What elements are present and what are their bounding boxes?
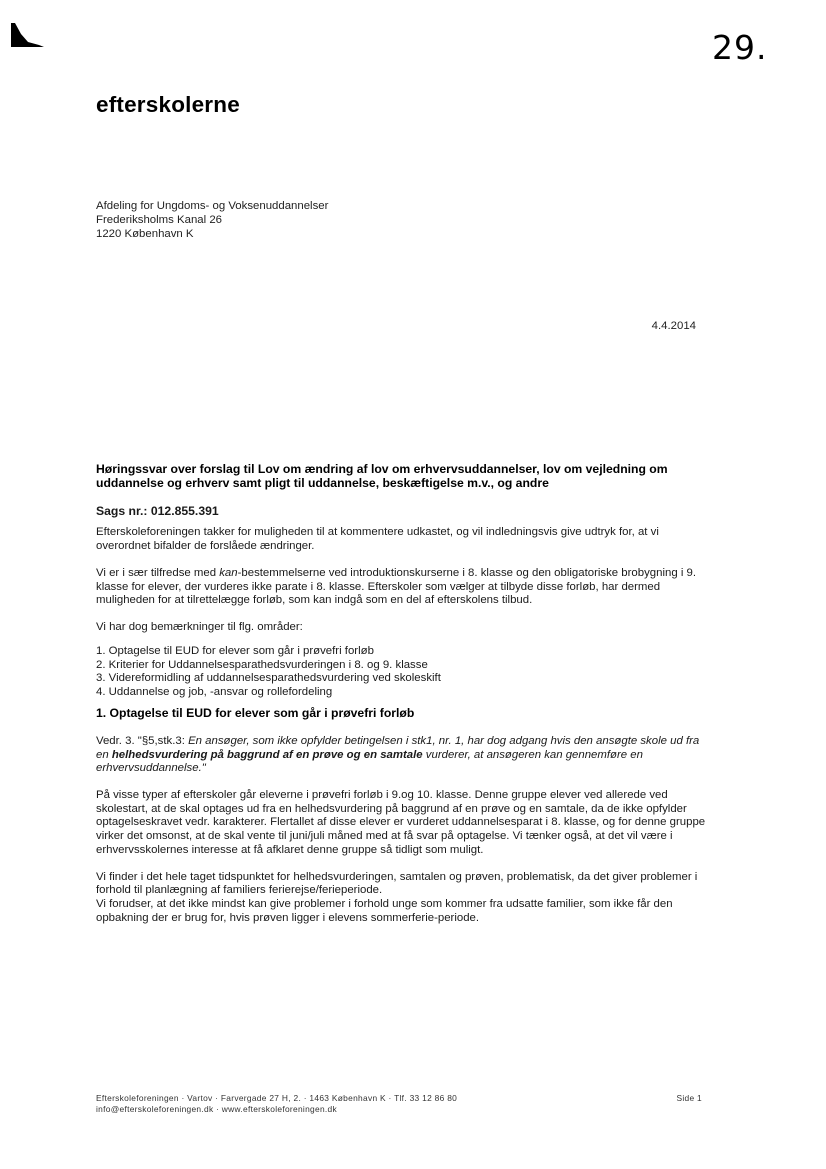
page-number: Side 1 bbox=[676, 1093, 702, 1103]
section-1-heading: 1. Optagelse til EUD for elever som går i prøvefri forløb bbox=[96, 706, 415, 721]
list-item-text: Uddannelse og job, -ansvar og rollefordeling bbox=[108, 685, 333, 698]
list-item bbox=[96, 686, 711, 700]
list-item-text: Videreformidling af uddannelsesparathedsvurdering ved skoleskift bbox=[108, 672, 441, 685]
corner-logo-mark bbox=[9, 22, 45, 48]
recipient-line-2: Frederiksholms Kanal 26 bbox=[96, 214, 222, 226]
case-number-value: 012.855.391 bbox=[150, 503, 219, 518]
section-1-quote bbox=[96, 735, 711, 776]
letter-body bbox=[96, 462, 711, 939]
recipient-line-1: Afdeling for Ungdoms- og Voksenuddannelser bbox=[96, 200, 329, 212]
recipient-address bbox=[96, 199, 328, 241]
footer-address: Efterskoleforeningen · Vartov · Farvergade 27 H, 2. · 1463 København K · Tlf. 33 12 86 80 bbox=[96, 1093, 458, 1103]
brand-logo-text: efterskolerne bbox=[96, 92, 240, 117]
list-item bbox=[96, 672, 711, 686]
handwritten-page-number: 29. bbox=[712, 28, 768, 67]
paragraph-remarks-intro: Vi har dog bemærkninger til flg. områder: bbox=[96, 621, 303, 634]
quote-italic-1: En ansøger, som ikke opfylder betingelsen i stk1, nr. 1, har dog adgang hvis den ansøgte skole ud fra en bbox=[96, 734, 700, 761]
remarks-list bbox=[96, 645, 711, 699]
paragraph-intro: Efterskoleforeningen takker for muligheden til at kommentere udkastet, og vil indledningsvis give udtryk for, at vi overordnet bifalder de forslåede ændringer. bbox=[96, 526, 659, 552]
paragraph-proevefri: På visse typer af efterskoler går eleverne i prøvefri forløb i 9.og 10. klasse. Denne gruppe elever ved allerede ved skolestart, at de skal optages ud fra en helhedsvurdering på baggrund af en prøve og en samtale, da de ikke opfylder optagelseskravet vedr. karakterer. Flertallet af disse elever er vurderet uddannelsesparat i 8. klasse, og for denne gruppe virker det omsonst, at de skal vente til juni/juli måned med at få svar på optagelse. Vi tænker også, at det vil være i erhvervsskolernes interesse at få afklaret denne gruppe så tidligt som muligt. bbox=[96, 789, 706, 856]
list-item-text: Kriterier for Uddannelsesparathedsvurderingen i 8. og 9. klasse bbox=[108, 658, 428, 671]
list-item-number: 3. bbox=[96, 672, 106, 685]
quote-bold-italic: helhedsvurdering på baggrund af en prøve og en samtale bbox=[111, 748, 423, 761]
case-number-label: Sags nr.: bbox=[96, 503, 148, 518]
case-number bbox=[96, 505, 711, 519]
list-item-number: 2. bbox=[96, 658, 106, 671]
paragraph-satisfaction bbox=[96, 567, 711, 608]
paragraph-families: Vi forudser, at det ikke mindst kan give problemer i forhold unge som kommer fra udsatte familier, som ikke får den opbakning der er brug for, hvis prøven ligger i elevens sommerferie-periode. bbox=[96, 898, 673, 924]
list-item bbox=[96, 645, 711, 659]
recipient-line-3: 1220 København K bbox=[96, 228, 194, 240]
letter-date: 4.4.2014 bbox=[651, 320, 696, 332]
list-item-number: 1. bbox=[96, 644, 106, 657]
list-item bbox=[96, 659, 711, 673]
letter-footer bbox=[96, 1093, 702, 1114]
list-item-text: Optagelse til EUD for elever som går i prøvefri forløb bbox=[108, 644, 374, 657]
subject-heading: Høringssvar over forslag til Lov om ændring af lov om erhvervsuddannelser, lov om vejledning om uddannelse og erhverv samt pligt til uddannelse, beskæftigelse m.v., og andre bbox=[96, 462, 668, 491]
p2-start: Vi er i sær tilfredse med bbox=[96, 566, 220, 579]
paragraph-timing: Vi finder i det hele taget tidspunktet for helhedsvurderingen, samtalen og prøven, problematisk, da det giver problemer i forhold til planlægning af familiers ferierejse/ferieperiode. bbox=[96, 870, 698, 897]
list-item-number: 4. bbox=[96, 685, 106, 698]
quote-italic-2: vurderer, at ansøgeren kan gennemføre en erhvervsuddannelse." bbox=[96, 748, 643, 775]
p2-rest: -bestemmelserne ved introduktionskurserne i 8. klasse og den obligatoriske brobygning i 9. klasse for elever, der vurderes ikke parate i 8. klasse. Efterskoler som vælger at tilbyde disse forløb, har dermed muligheden for at tilrettelægge forløb, som kan indgå som en del af efterskolens tilbud. bbox=[96, 566, 697, 607]
quote-prefix: Vedr. 3. "§5,stk.3: bbox=[96, 734, 189, 747]
footer-contact: info@efterskoleforeningen.dk · www.efterskoleforeningen.dk bbox=[96, 1103, 337, 1114]
p2-kan-emphasis: kan bbox=[219, 566, 238, 579]
